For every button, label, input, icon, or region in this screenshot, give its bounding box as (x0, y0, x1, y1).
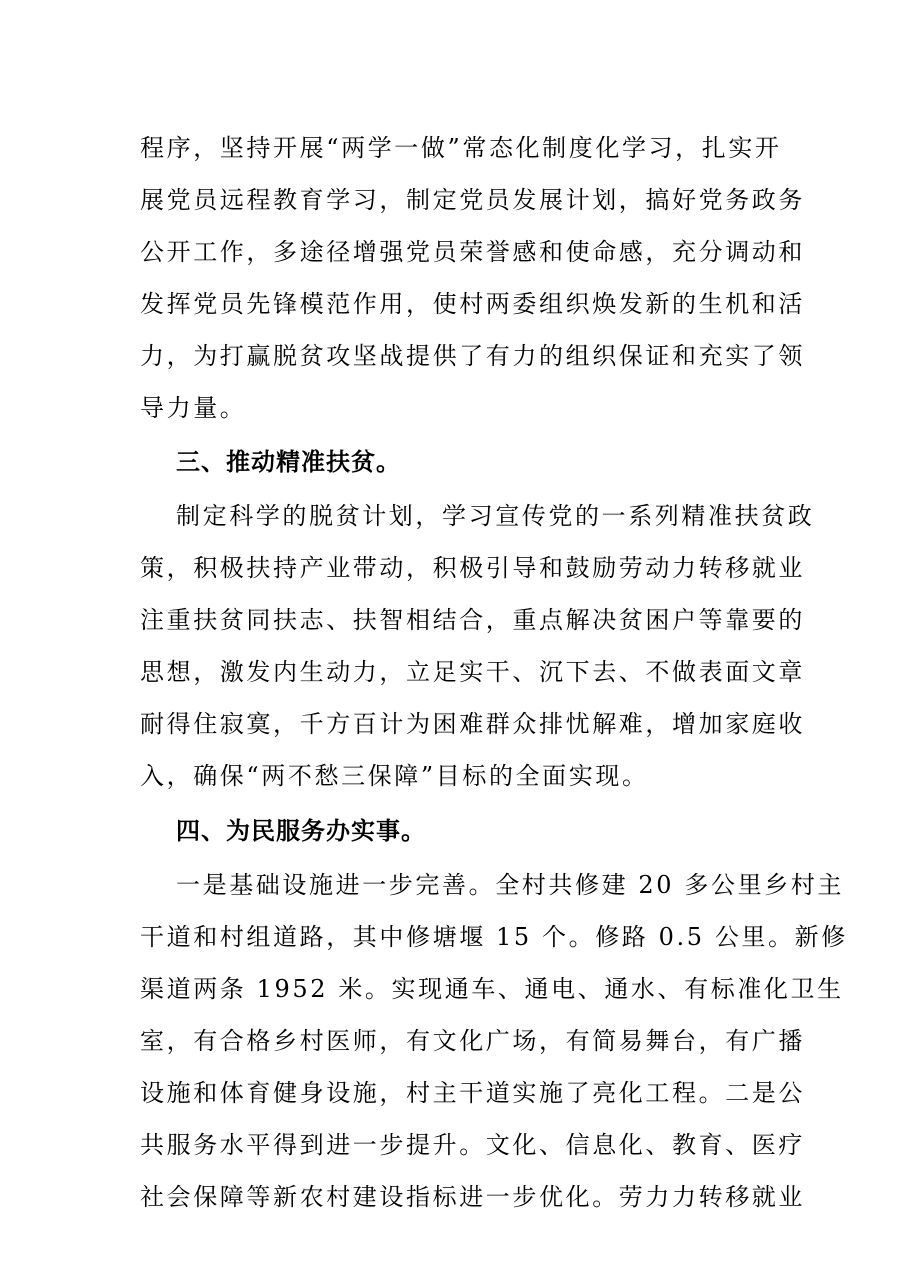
text-line: 入，确保“两不愁三保障”目标的全面实现。 (140, 762, 649, 790)
text-line: 程序，坚持开展“两学一做”常态化制度化学习，扎实开 (140, 134, 782, 162)
text-line: 策，积极扶持产业带动，积极引导和鼓励劳动力转移就业 (140, 554, 805, 582)
text-line: 展党员远程教育学习，制定党员发展计划，搞好党务政务 (140, 186, 805, 214)
text-line: 制定科学的脱贫计划，学习宣传党的一系列精准扶贫政 (176, 502, 815, 530)
text-line: 耐得住寂寞，千方百计为困难群众排忧解难，增加家庭收 (140, 710, 805, 738)
section-heading: 四、为民服务办实事。 (176, 816, 426, 845)
text-line: 发挥党员先锋模范作用，使村两委组织焕发新的生机和活 (140, 290, 805, 318)
text-line: 社会保障等新农村建设指标进一步优化。劳力力转移就业 (140, 1183, 805, 1211)
text-line: 室，有合格乡村医师，有文化广场，有简易舞台，有广播 (140, 1027, 805, 1055)
section-heading: 三、推动精准扶贫。 (176, 447, 401, 476)
text-line: 力，为打赢脱贫攻坚战提供了有力的组织保证和充实了领 (140, 342, 805, 370)
text-line: 公开工作，多途径增强党员荣誉感和使命感，充分调动和 (140, 238, 805, 266)
text-line: 共服务水平得到进一步提升。文化、信息化、教育、医疗 (140, 1131, 805, 1159)
text-line: 渠道两条 1952 米。实现通车、通电、通水、有标准化卫生 (140, 975, 844, 1003)
text-line: 注重扶贫同扶志、扶智相结合，重点解决贫困户等靠要的 (140, 606, 805, 634)
text-line: 思想，激发内生动力，立足实干、沉下去、不做表面文章 (140, 658, 805, 686)
text-line: 导力量。 (140, 394, 247, 422)
text-line: 一是基础设施进一步完善。全村共修建 20 多公里乡村主 (176, 871, 844, 899)
text-line: 设施和体育健身设施，村主干道实施了亮化工程。二是公 (140, 1079, 805, 1107)
text-line: 干道和村组道路，其中修塘堰 15 个。修路 0.5 公里。新修 (140, 923, 848, 951)
